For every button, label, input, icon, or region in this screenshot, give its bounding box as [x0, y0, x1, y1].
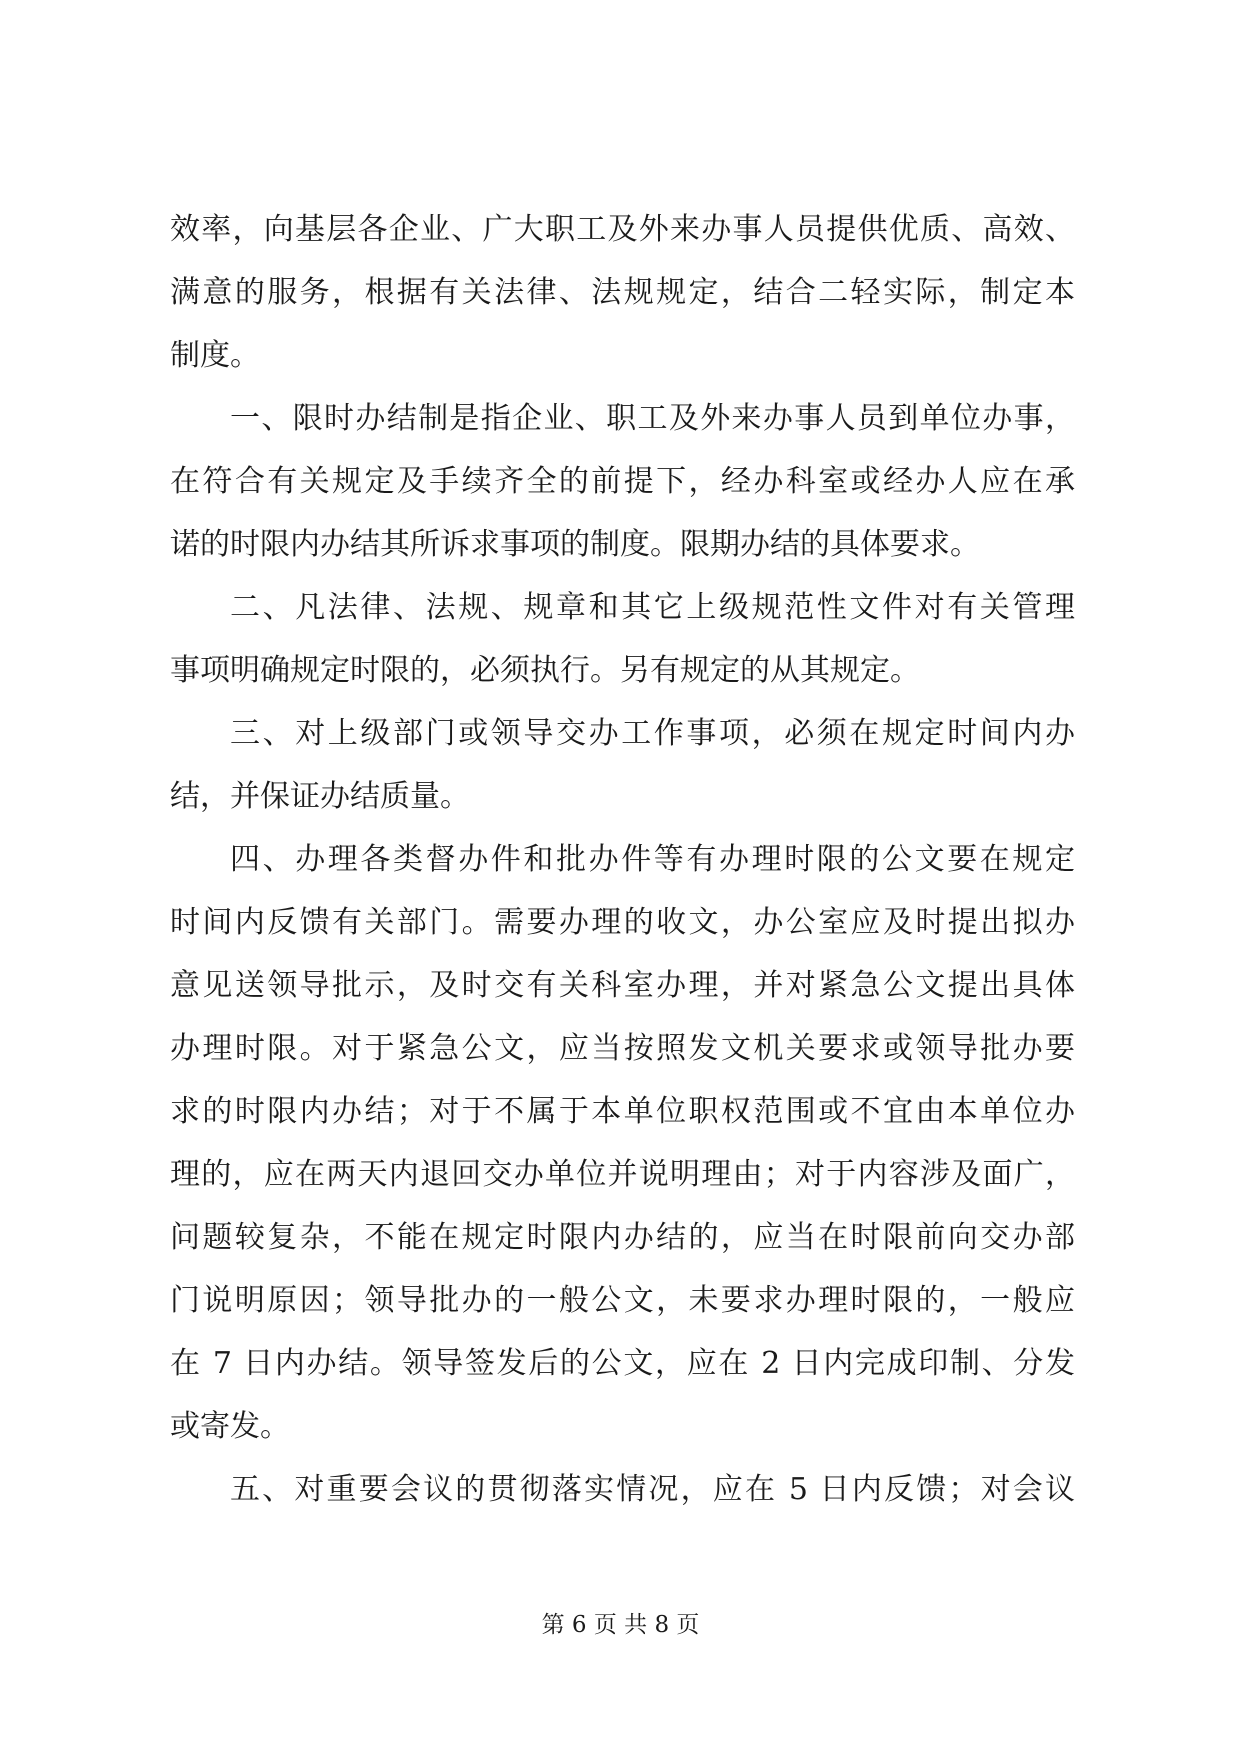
text-line: 效率，向基层各企业、广大职工及外来办事人员提供优质、高效、 [170, 212, 1075, 247]
text-line: 办理时限。对于紧急公文，应当按照发文机关要求或领导批办要 [170, 1031, 1075, 1066]
text-line: 求的时限内办结；对于不属于本单位职权范围或不宜由本单位办 [170, 1094, 1075, 1129]
text-line: 结，并保证办结质量。 [170, 779, 470, 814]
text-line: 一、限时办结制是指企业、职工及外来办事人员到单位办事， [230, 401, 1075, 436]
page-footer: 第 6 页 共 8 页 [541, 1612, 700, 1638]
text-line: 时间内反馈有关部门。需要办理的收文，办公室应及时提出拟办 [170, 905, 1075, 940]
text-line: 门说明原因；领导批办的一般公文，未要求办理时限的，一般应 [170, 1283, 1075, 1318]
text-line: 四、办理各类督办件和批办件等有办理时限的公文要在规定 [230, 842, 1075, 877]
text-line: 诺的时限内办结其所诉求事项的制度。限期办结的具体要求。 [170, 527, 980, 562]
text-line: 理的，应在两天内退回交办单位并说明理由；对于内容涉及面广， [170, 1157, 1075, 1192]
text-line: 事项明确规定时限的，必须执行。另有规定的从其规定。 [170, 653, 920, 688]
text-line: 满意的服务，根据有关法律、法规规定，结合二轻实际，制定本 [170, 275, 1075, 310]
text-line: 在符合有关规定及手续齐全的前提下，经办科室或经办人应在承 [170, 464, 1075, 499]
document-body [170, 198, 1075, 1521]
text-line: 三、对上级部门或领导交办工作事项，必须在规定时间内办 [230, 716, 1075, 751]
text-line: 制度。 [170, 338, 260, 373]
text-line: 二、凡法律、法规、规章和其它上级规范性文件对有关管理 [230, 590, 1075, 625]
text-line: 问题较复杂，不能在规定时限内办结的，应当在时限前向交办部 [170, 1220, 1075, 1255]
text-line: 意见送领导批示，及时交有关科室办理，并对紧急公文提出具体 [170, 968, 1075, 1003]
text-line: 在 7 日内办结。领导签发后的公文，应在 2 日内完成印制、分发 [170, 1346, 1075, 1381]
text-line: 五、对重要会议的贯彻落实情况，应在 5 日内反馈；对会议 [230, 1472, 1075, 1507]
text-line: 或寄发。 [170, 1409, 290, 1444]
